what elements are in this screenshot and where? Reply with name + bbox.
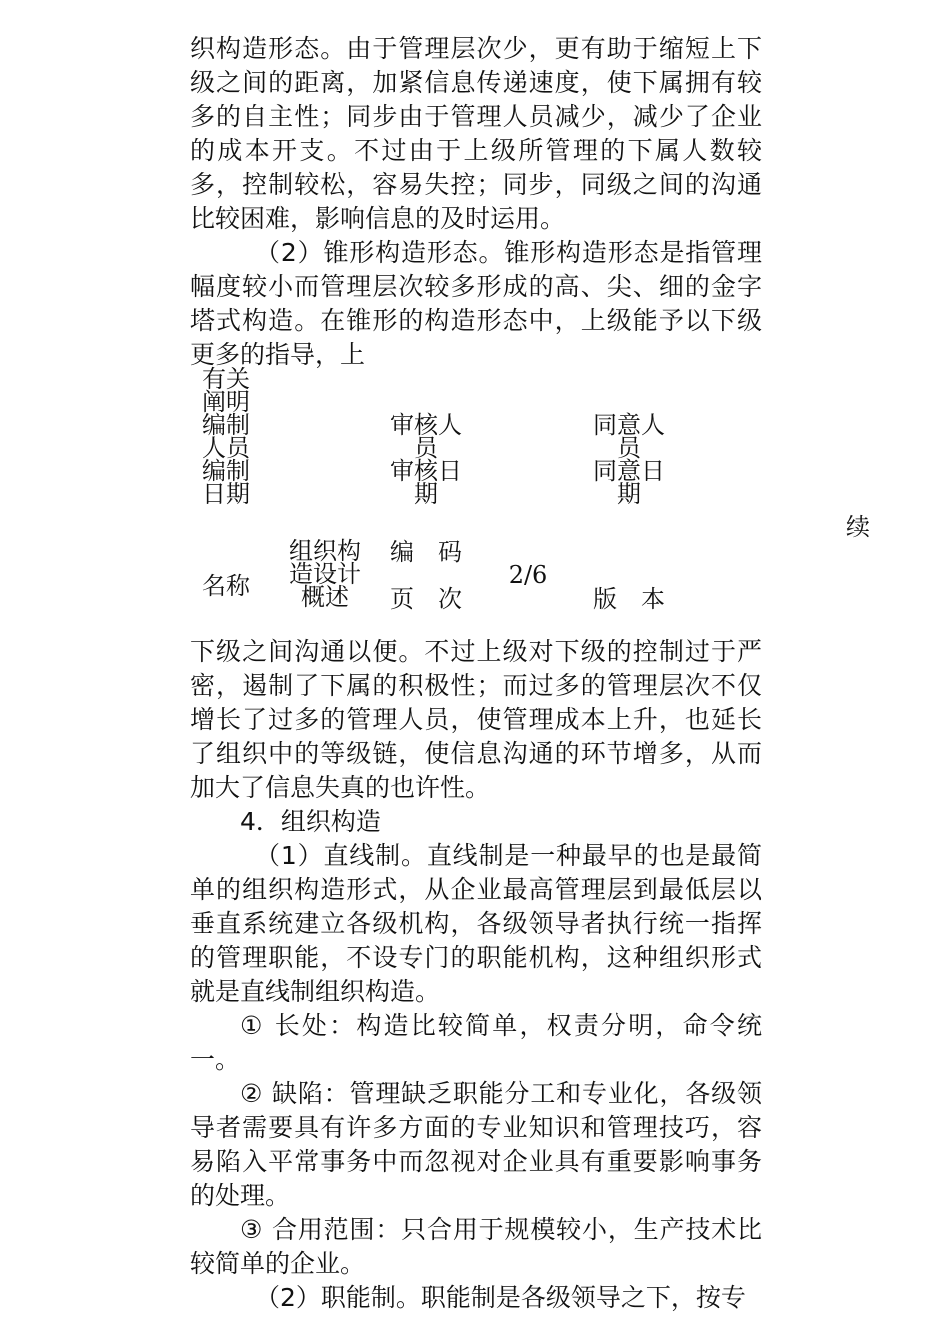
editor-label: 编制人员 (202, 411, 250, 462)
code-label: 编 码 (390, 538, 462, 566)
document-title: 组织构造设计概述 (289, 537, 361, 611)
body-text-bottom (190, 635, 762, 1315)
review-date-label: 审核日期 (390, 457, 462, 508)
version-label: 版 本 (593, 585, 665, 613)
reviewer-label: 审核人员 (390, 411, 462, 462)
paragraph: （1）直线制。直线制是一种最早的也是最简单的组织构造形式，从企业最高管理层到最低层以垂直系统建立各级机构，各级领导者执行统一指挥的管理职能，不设专门的职能机构，这种组织形式就是直线制组织构造。 (190, 841, 762, 1006)
paragraph: ① 长处：构造比较简单，权责分明，命令统一。 (190, 1011, 762, 1074)
paragraph: 织构造形态。由于管理层次少，更有助于缩短上下级之间的距离，加紧信息传递速度，使下属拥有较多的自主性；同步由于管理人员减少，减少了企业的成本开支。不过由于上级所管理的下属人数较多，控制较松，容易失控；同步，同级之间的沟通比较困难，影响信息的及时运用。 (190, 34, 762, 233)
continue-mark: 续 (846, 513, 870, 541)
paragraph: （2）锥形构造形态。锥形构造形态是指管理幅度较小而管理层次较多形成的高、尖、细的金字塔式构造。在锥形的构造形态中，上级能予以下级更多的指导，上 (190, 238, 762, 369)
paragraph: （2）职能制。职能制是各级领导之下，按专 (255, 1283, 746, 1312)
notes-label: 有关阐明 (202, 365, 250, 416)
section-heading: 4．组织构造 (240, 807, 381, 836)
page-number: 2/6 (508, 561, 548, 589)
paragraph: 下级之间沟通以便。不过上级对下级的控制过于严密，遏制了下属的积极性；而过多的管理层次不仅增长了过多的管理人员，使管理成本上升，也延长了组织中的等级链，使信息沟通的环节增多，从而加大了信息失真的也许性。 (190, 637, 762, 802)
paragraph: ② 缺陷：管理缺乏职能分工和专业化，各级领导者需要具有许多方面的专业知识和管理技巧，容易陷入平常事务中而忽视对企业具有重要影响事务的处理。 (190, 1079, 762, 1210)
page-label: 页 次 (390, 585, 462, 613)
body-text-top (190, 32, 762, 372)
edit-date-label: 编制日期 (202, 457, 250, 508)
name-label: 名称 (202, 572, 250, 600)
approve-date-label: 同意日期 (593, 457, 665, 508)
approver-label: 同意人员 (593, 411, 665, 462)
paragraph: ③ 合用范围：只合用于规模较小，生产技术比较简单的企业。 (190, 1215, 762, 1278)
